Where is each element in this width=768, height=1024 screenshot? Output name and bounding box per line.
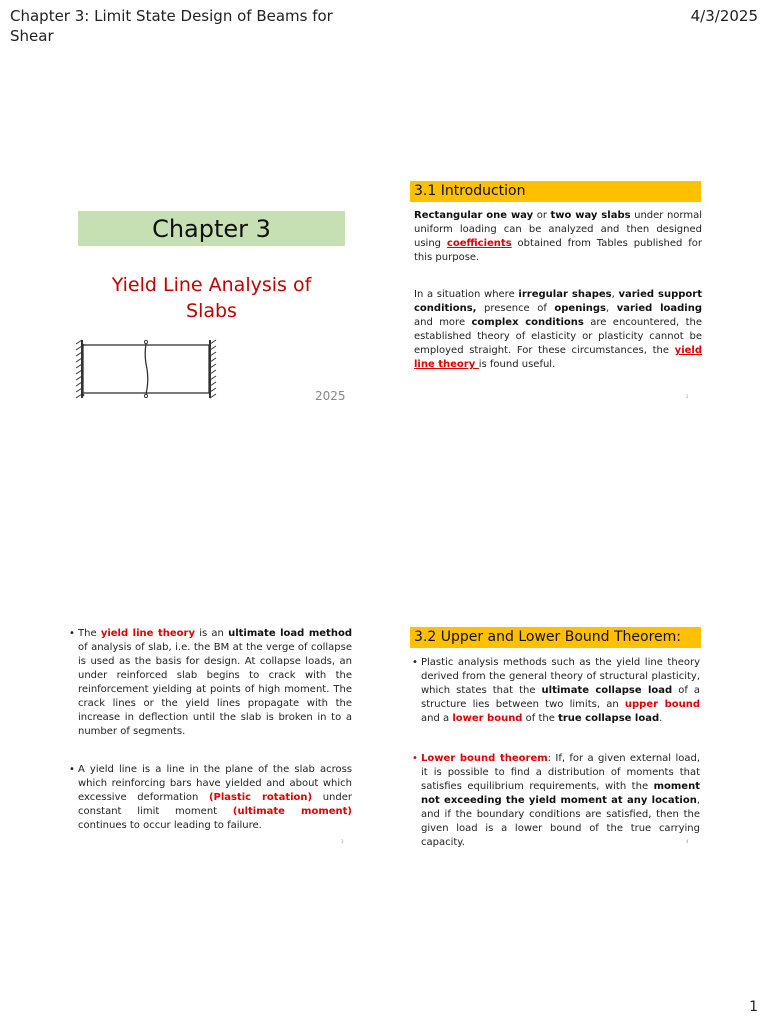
text-run: The	[78, 628, 101, 639]
bullet-icon: •	[69, 764, 75, 775]
text-run: A yield line is a line in the plane of the slab across which reinforcing bars have yielded and about which excessive deformation	[78, 764, 352, 803]
slide-3-page-number: 3	[341, 839, 344, 844]
text-run: , and if the boundary conditions are satisfied, then the given load is a lower bound of the true carrying capacity.	[421, 795, 700, 848]
document-title	[10, 6, 333, 46]
page-number: 1	[749, 999, 758, 1015]
slide-4-page-number: 4	[686, 839, 689, 844]
document-date: 4/3/2025	[690, 7, 758, 25]
slide-4-heading-box	[410, 627, 701, 648]
text-run: of a structure lies between two limits, an	[421, 685, 700, 710]
slide-3-bullet-1	[69, 627, 352, 739]
chapter-title: Chapter 3	[152, 214, 271, 243]
slide-2-heading-box	[410, 181, 701, 202]
text-run: irregular shapes	[518, 289, 612, 300]
text-run: true collapse load	[558, 713, 660, 724]
text-run: .	[659, 713, 663, 724]
text-run: are encountered, the established theory of elasticity or plasticity cannot be employed straight. For these circumstances, the	[414, 317, 703, 356]
text-run: and a	[421, 713, 453, 724]
text-run: under normal uniform loading can be analyzed and then designed using	[414, 210, 703, 249]
bullet-icon: •	[412, 657, 418, 668]
document-title-line1: Chapter 3: Limit State Design of Beams for	[10, 7, 333, 25]
slide-2-heading: 3.1 Introduction	[414, 183, 526, 199]
text-run: lower bound	[452, 713, 523, 724]
text-run: upper bound	[624, 699, 700, 710]
slide-1-title	[78, 272, 345, 324]
text-run: complex conditions	[471, 317, 584, 328]
text-run: varied loading	[616, 303, 703, 314]
text-run: continues to occur leading to failure.	[78, 820, 262, 831]
document-title-line2: Shear	[10, 27, 54, 45]
text-run: ,	[606, 303, 617, 314]
slide-1-title-line1: Yield Line Analysis of	[111, 274, 312, 296]
text-run: two way slabs	[550, 210, 631, 221]
text-run: openings	[554, 303, 606, 314]
slide-1-year: 2025	[315, 389, 346, 403]
text-run: Lower bound theorem	[421, 753, 548, 764]
slide-4-heading: 3.2 Upper and Lower Bound Theorem:	[414, 629, 682, 645]
slide-3-bullet-2	[69, 763, 352, 833]
text-run: Rectangular one way	[414, 210, 534, 221]
text-run: of the	[522, 713, 559, 724]
slide-2-page-number: 2	[686, 394, 689, 399]
text-run: (Plastic rotation)	[208, 792, 313, 803]
text-run: and more	[414, 317, 472, 328]
text-run: In a situation where	[414, 289, 519, 300]
text-run: under constant limit moment	[78, 792, 352, 817]
text-run: obtained from Tables published for this purpose.	[414, 238, 702, 263]
slab-diagram-icon	[74, 336, 220, 402]
text-run: of analysis of slab, i.e. the BM at the verge of collapse is used as the basis for design. At collapse loads, an under reinforced slab begins to crack with the reinforcement yielding at points of high moment. The crack lines or the yield lines propagate with the increase in deflection until the slab is broken in to a number of segments.	[78, 642, 352, 737]
text-run: ultimate load method	[228, 628, 352, 639]
text-run: Plastic analysis methods such as the yield line theory derived from the general theory of structural plasticity, which states that the	[421, 657, 700, 696]
text-run: is found useful.	[478, 359, 556, 370]
slide-2-paragraph-2	[414, 288, 702, 372]
text-run: ,	[611, 289, 619, 300]
text-run: yield line theory	[414, 345, 702, 370]
slide-2-paragraph-1	[414, 209, 702, 265]
bullet-icon: •	[412, 753, 418, 764]
slide-4-bullet-2	[412, 752, 700, 850]
bullet-icon: •	[69, 628, 75, 639]
text-run: yield line theory	[100, 628, 195, 639]
chapter-title-box	[78, 211, 345, 246]
text-run: coefficients	[446, 238, 512, 249]
text-run: : If, for a given external load, it is possible to find a distribution of moments that satisfies equilibrium requirements, with the	[421, 753, 700, 792]
text-run: is an	[194, 628, 229, 639]
text-run: moment not exceeding the yield moment at any location	[421, 781, 700, 806]
slide-4-bullet-1	[412, 656, 700, 726]
text-run: varied support conditions,	[414, 289, 702, 314]
text-run: (ultimate moment)	[232, 806, 352, 817]
text-run: presence of	[476, 303, 555, 314]
slide-1-title-line2: Slabs	[186, 300, 237, 322]
text-run: or	[533, 210, 551, 221]
text-run: ultimate collapse load	[541, 685, 673, 696]
